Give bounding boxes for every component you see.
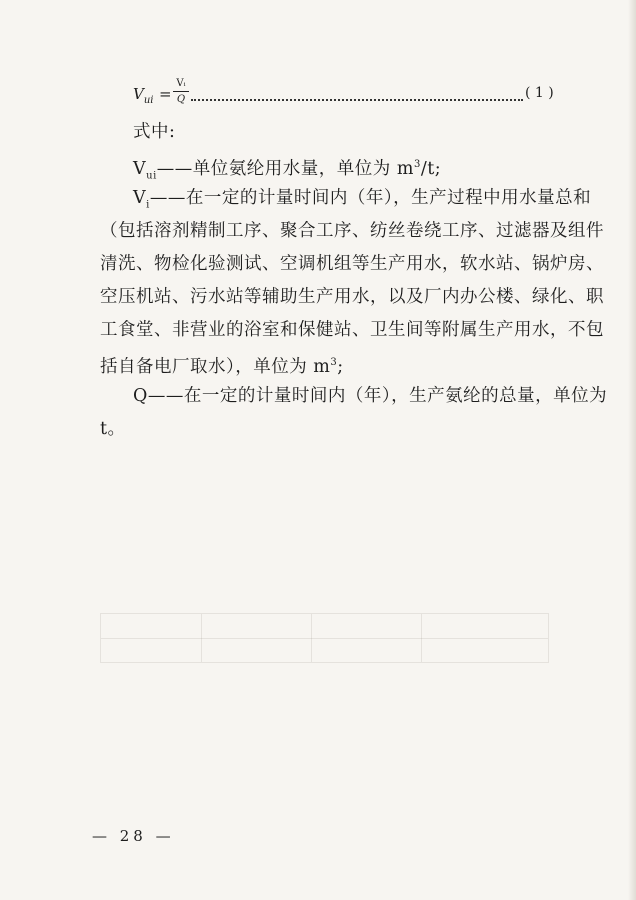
formula-1 <box>133 78 554 112</box>
vi-definition-line-1: $V_i——$在一定的计量时间内（年），生产过程中用水量总和 <box>133 188 592 211</box>
formula-lhs: $V_{ui}$ <box>133 85 154 106</box>
where-label: 式中: <box>133 122 176 142</box>
formula-equals: = <box>159 85 172 103</box>
page-edge-shade <box>628 0 636 900</box>
formula-fraction <box>173 78 189 106</box>
formula-numerator: Vᵢ <box>173 78 189 92</box>
vi-definition-line-6: 括自备电厂取水），单位为 $m^3$; <box>100 356 344 377</box>
q-definition-line-1: Q——在一定的计量时间内（年），生产氨纶的总量，单位为 <box>133 386 608 406</box>
page-number: — 28 — <box>92 827 175 845</box>
vi-definition-line-5: 工食堂、非营业的浴室和保健站、卫生间等附属生产用水，不包 <box>100 320 604 340</box>
formula-leader-dots <box>191 99 523 101</box>
equation-number: ( 1 ) <box>525 85 554 101</box>
q-definition-line-2: t。 <box>100 419 126 439</box>
bleed-through-table <box>100 613 549 663</box>
vui-definition: $V_{ui}——$单位氨纶用水量，单位为 $m^3/t$; <box>133 158 442 182</box>
formula-denominator: Q <box>176 94 186 105</box>
vi-definition-line-3: 清洗、物检化验测试、空调机组等生产用水，软水站、锅炉房、 <box>100 254 604 274</box>
vi-definition-line-4: 空压机站、污水站等辅助生产用水，以及厂内办公楼、绿化、职 <box>100 287 604 307</box>
vi-definition-line-2: （包括溶剂精制工序、聚合工序、纺丝卷绕工序、过滤器及组件 <box>100 221 604 241</box>
